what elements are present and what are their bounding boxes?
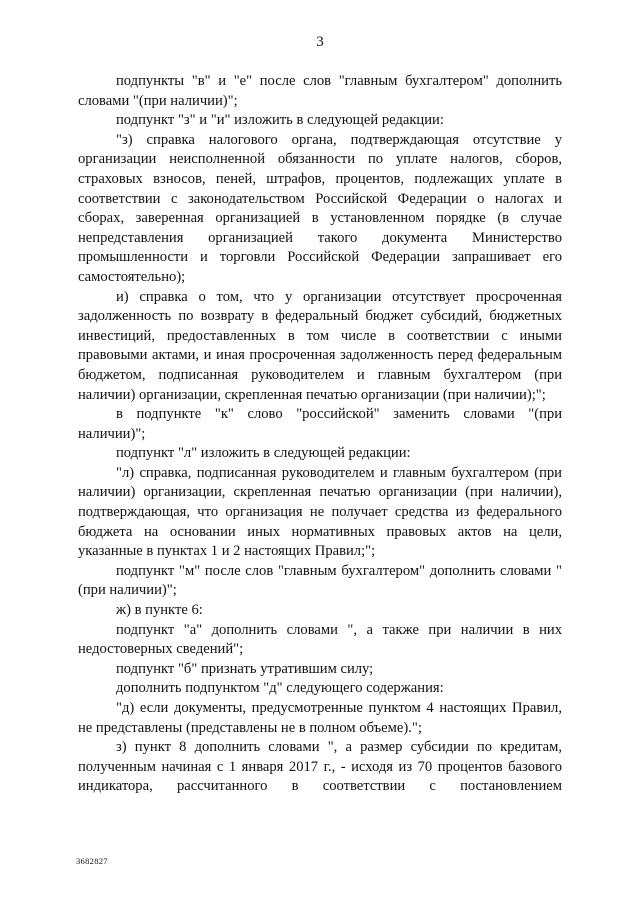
paragraph-4: и) справка о том, что у организации отсутствует просроченная задолженность по возврату в федеральный бюджет субсидий, бюджетных инвестиций, предоставленных в том числе в соответствии с иными правовыми актами, и иная просроченная задолженность перед федеральным бюджетом, подписанная руководителем и главным бухгалтером (при наличии) организации, скрепленная печатью организации (при наличии);";: [78, 288, 562, 403]
document-code: 3682827: [76, 856, 108, 866]
paragraph-14: з) пункт 8 дополнить словами ", а размер субсидии по кредитам, полученным начиная с 1 января 2017 г., - исходя из 70 процентов базового индикатора, рассчитанного в соответствии с постановлением: [78, 739, 562, 795]
paragraph-8: подпункт "м" после слов "главным бухгалтером" дополнить словами "(при наличии)";: [78, 562, 562, 599]
paragraph-6: подпункт "л" изложить в следующей редакции:: [116, 445, 411, 462]
paragraph-11: подпункт "б" признать утратившим силу;: [116, 660, 374, 677]
paragraph-10: подпункт "а" дополнить словами ", а также при наличии в них недостоверных сведений";: [78, 621, 562, 658]
paragraph-5: в подпункте "к" слово "российской" заменить словами "(при наличии)";: [78, 406, 562, 442]
document-body: [78, 72, 562, 797]
paragraph-12: дополнить подпунктом "д" следующего содержания:: [116, 680, 444, 697]
paragraph-3: "з) справка налогового органа, подтверждающая отсутствие у организации неисполненной обязанности по уплате налогов, сборов, страховых взносов, пеней, штрафов, процентов, подлежащих уплате в соответствии с законодательством Российской Федерации о налогах и сборах, заверенная организацией в установленном порядке (в случае непредставления организацией такого документа Министерство промышленности и торговли Российской Федерации запрашивает его самостоятельно);: [78, 131, 562, 285]
paragraph-7: "л) справка, подписанная руководителем и главным бухгалтером (при наличии) организации, скрепленная печатью организации (при наличии), подтверждающая, что организация не получает средства из федерального бюджета на основании иных нормативных правовых актов на цели, указанные в пунктах 1 и 2 настоящих Правил;";: [78, 464, 562, 560]
page-number: 3: [316, 34, 324, 50]
paragraph-9: ж) в пункте 6:: [116, 602, 203, 619]
paragraph-2: подпункт "з" и "и" изложить в следующей редакции:: [116, 112, 444, 129]
paragraph-1: подпункты "в" и "е" после слов "главным бухгалтером" дополнить словами "(при наличии)";: [78, 73, 562, 109]
paragraph-13: "д) если документы, предусмотренные пунктом 4 настоящих Правил, не представлены (представлены не в полном объеме).";: [78, 700, 562, 736]
